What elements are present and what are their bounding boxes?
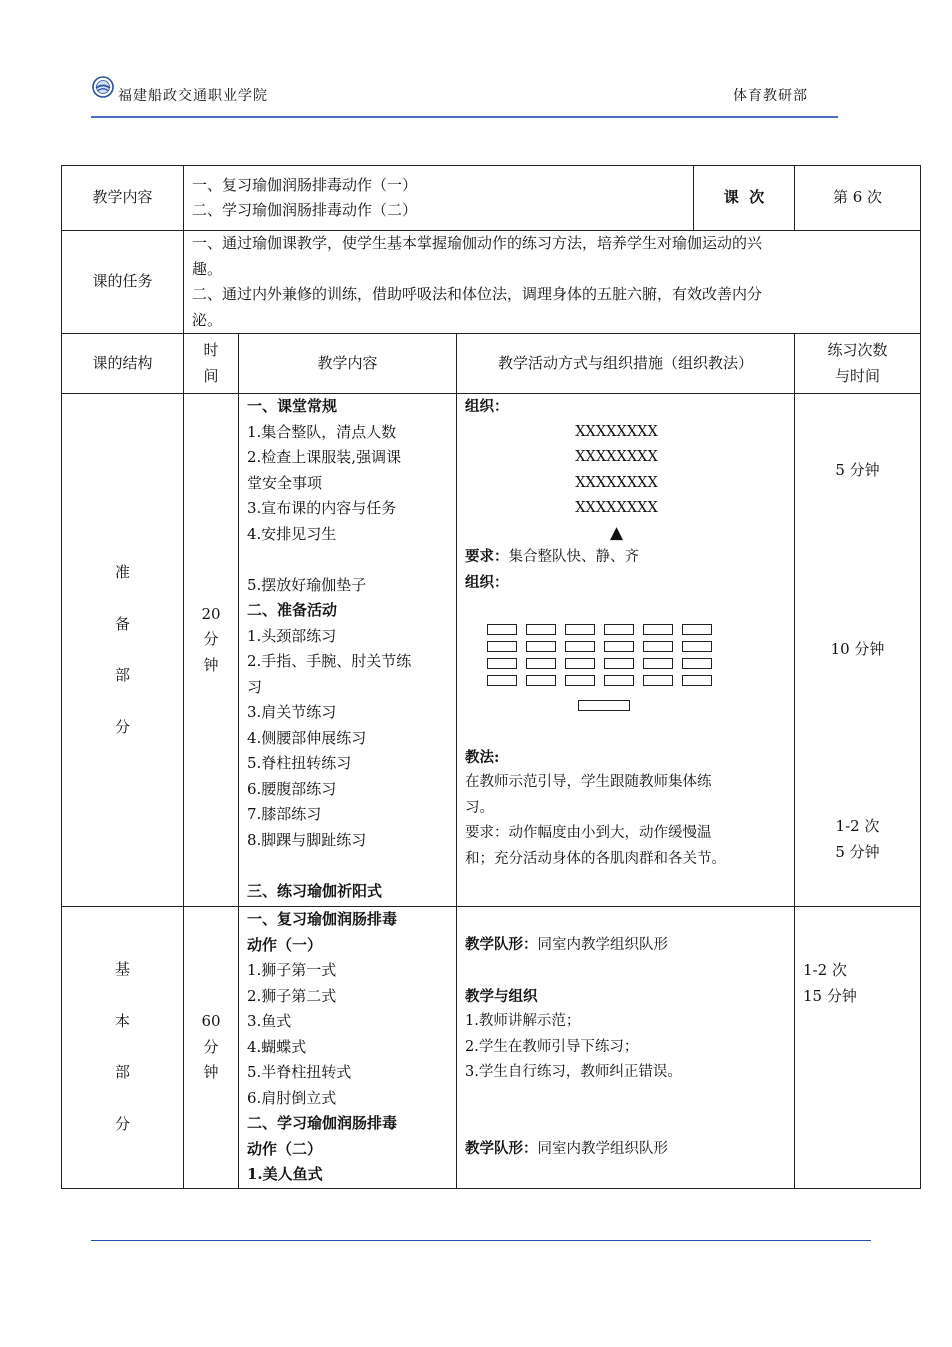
col-time-header: 时 间 <box>184 334 239 394</box>
yoga-mat-icon <box>487 624 517 635</box>
col-structure-header: 课的结构 <box>62 334 184 394</box>
row-basic-part <box>62 907 921 1189</box>
department-name: 体育教研部 <box>733 88 808 104</box>
organization-label: 组织： <box>465 398 509 415</box>
practice-time: 5 分钟 <box>835 461 880 479</box>
lesson-tasks-text <box>184 231 921 334</box>
yoga-mat-icon <box>643 675 673 686</box>
basic-time: 60 分 钟 <box>184 907 239 1189</box>
content-line: 二、准备活动 <box>247 601 338 619</box>
school-name: 福建船政交通职业学院 <box>118 88 268 104</box>
content-item: 二、学习瑜伽润肠排毒动作（二） <box>192 201 418 219</box>
college-logo-icon <box>92 76 114 98</box>
col-content-header: 教学内容 <box>239 334 457 394</box>
prep-method <box>457 394 795 907</box>
organization-label: 组织： <box>465 574 509 591</box>
content-line: 习 <box>247 677 263 696</box>
yoga-mat-icon <box>682 624 712 635</box>
content-line: 一、课堂常规 <box>247 397 338 415</box>
basic-part-label: 基 本 部 分 <box>62 907 184 1189</box>
content-line: 2.手指、手腕、肘关节练 <box>247 652 412 670</box>
teacher-triangle-icon: ▲ <box>609 522 624 543</box>
content-line: 5.脊柱扭转练习 <box>247 754 352 772</box>
content-line: 1.头颈部练习 <box>247 626 337 645</box>
yoga-mat-icon <box>604 641 634 652</box>
practice-time: 5 分钟 <box>835 842 880 861</box>
content-line: 8.脚踝与脚趾练习 <box>247 830 367 849</box>
task-line: 趣。 <box>192 259 223 278</box>
yoga-mat-icon <box>526 641 556 652</box>
col-practice-header: 练习次数 与时间 <box>795 334 921 394</box>
formation-row: XXXXXXXX <box>575 500 658 516</box>
yoga-mat-icon <box>604 658 634 669</box>
lesson-number-value: 第 6 次 <box>795 166 921 231</box>
practice-time: 1-2 次 <box>803 961 847 979</box>
mat-row <box>487 624 788 635</box>
yoga-mat-icon <box>643 658 673 669</box>
mat-row <box>487 675 788 686</box>
content-line <box>247 547 450 573</box>
yoga-mat-icon <box>604 675 634 686</box>
formation-line: 教学队形：同室内教学组织队形 <box>465 936 668 953</box>
prep-part-label: 准 备 部 分 <box>62 394 184 907</box>
prep-content-list <box>239 394 457 907</box>
content-line: 堂安全事项 <box>247 473 323 492</box>
teacher-mat-icon <box>578 700 630 711</box>
yoga-mat-icon <box>526 658 556 669</box>
teaching-method-line: 在教师示范引导，学生跟随教师集体练 <box>465 774 712 790</box>
content-line: 三、练习瑜伽祈阳式 <box>247 881 383 900</box>
yoga-mat-icon <box>565 675 595 686</box>
row-preparation-part <box>62 394 921 907</box>
yoga-mat-icon <box>643 624 673 635</box>
requirement-line: 要求：动作幅度由小到大，动作缓慢温 <box>465 825 712 841</box>
task-line: 泌。 <box>192 310 223 329</box>
content-line: 7.膝部练习 <box>247 805 322 823</box>
basic-method <box>457 907 795 1189</box>
yoga-mat-icon <box>565 658 595 669</box>
yoga-mat-icon <box>526 675 556 686</box>
lesson-tasks-label: 课的任务 <box>62 231 184 334</box>
content-line: 4.安排见习生 <box>247 524 337 543</box>
organization-label: 教学与组织 <box>465 987 538 1005</box>
content-line: 2.狮子第二式 <box>247 986 337 1005</box>
practice-time: 1-2 次 <box>835 817 880 835</box>
practice-time: 15 分钟 <box>803 986 857 1005</box>
prep-time: 20 分 钟 <box>184 394 239 907</box>
requirement-line: 和；充分活动身体的各肌肉群和各关节。 <box>465 850 726 867</box>
prep-practice <box>795 394 921 907</box>
yoga-mat-icon <box>682 658 712 669</box>
content-line: 4.蝴蝶式 <box>247 1037 307 1056</box>
content-line: 动作（二） <box>247 1139 323 1158</box>
practice-time: 10 分钟 <box>830 639 885 658</box>
content-line: 6.腰腹部练习 <box>247 779 337 798</box>
content-line: 1.美人鱼式 <box>247 1165 323 1183</box>
content-line: 4.侧腰部伸展练习 <box>247 728 367 747</box>
task-line: 二、通过内外兼修的训练，借助呼吸法和体位法，调理身体的五脏六腑，有效改善内分 <box>192 285 763 303</box>
content-line: 3.肩关节练习 <box>247 703 337 721</box>
yoga-mat-icon <box>604 624 634 635</box>
yoga-mat-icon <box>682 641 712 652</box>
step-line: 3.学生自行练习，教师纠正错误。 <box>465 1064 682 1080</box>
lesson-plan-table <box>61 165 921 1189</box>
teaching-method-line: 习。 <box>465 799 494 816</box>
content-line: 动作（一） <box>247 935 323 954</box>
yoga-mat-icon <box>487 641 517 652</box>
content-line: 6.肩肘倒立式 <box>247 1088 337 1107</box>
yoga-mat-icon <box>682 675 712 686</box>
formation-row: XXXXXXXX <box>575 423 658 440</box>
yoga-mat-icon <box>526 624 556 635</box>
content-item: 一、复习瑜伽润肠排毒动作（一） <box>192 175 418 194</box>
step-line: 2.学生在教师引导下练习； <box>465 1038 639 1055</box>
content-line: 一、复习瑜伽润肠排毒 <box>247 910 398 928</box>
content-line <box>247 853 450 879</box>
teaching-content-label: 教学内容 <box>62 166 184 231</box>
teaching-method-label: 教法: <box>465 748 500 766</box>
mat-row <box>487 641 788 652</box>
step-line: 1.教师讲解示范； <box>465 1013 581 1029</box>
mat-row <box>487 658 788 669</box>
task-line: 一、通过瑜伽课教学，使学生基本掌握瑜伽动作的练习方法，培养学生对瑜伽运动的兴 <box>192 234 763 252</box>
content-line: 5.摆放好瑜伽垫子 <box>247 575 367 594</box>
yoga-mat-icon <box>487 675 517 686</box>
content-line: 3.宣布课的内容与任务 <box>247 499 397 517</box>
content-line: 二、学习瑜伽润肠排毒 <box>247 1114 398 1132</box>
content-line: 5.半脊柱扭转式 <box>247 1063 352 1081</box>
basic-practice <box>795 907 921 1189</box>
row-lesson-tasks <box>62 231 921 334</box>
teaching-content-items <box>184 166 694 231</box>
column-header-row <box>62 334 921 394</box>
yoga-mat-icon <box>643 641 673 652</box>
row-teaching-content <box>62 166 921 231</box>
content-line: 2.检查上课服装,强调课 <box>247 448 402 466</box>
yoga-mat-icon <box>565 624 595 635</box>
formation-line: 教学队形：同室内教学组织队形 <box>465 1139 668 1157</box>
footer-rule <box>91 1240 871 1241</box>
header-rule <box>91 116 838 118</box>
content-line: 1.集合整队，清点人数 <box>247 422 397 441</box>
content-line: 3.鱼式 <box>247 1012 292 1030</box>
yoga-mat-icon <box>487 658 517 669</box>
content-line: 1.狮子第一式 <box>247 961 337 979</box>
formation-row: XXXXXXXX <box>575 474 658 491</box>
yoga-mat-icon <box>565 641 595 652</box>
formation-row: XXXXXXXX <box>575 449 658 465</box>
basic-content-list <box>239 907 457 1189</box>
col-method-header: 教学活动方式与组织措施（组织教法） <box>457 334 795 394</box>
lesson-number-label: 课 次 <box>694 166 795 231</box>
requirement-line: 要求：集合整队快、静、齐 <box>465 547 639 565</box>
yoga-mat-grid <box>487 624 788 686</box>
